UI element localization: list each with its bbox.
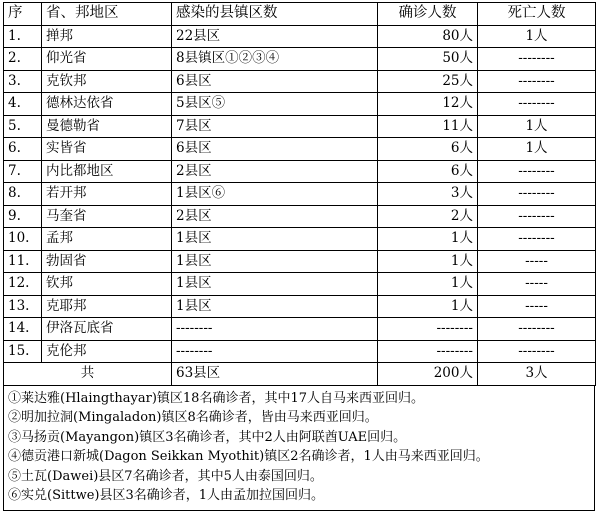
row-deaths: --------: [478, 340, 596, 363]
table-row: [4, 70, 596, 93]
table-total-row: [4, 363, 596, 386]
row-confirmed: 1人: [378, 250, 478, 273]
row-confirmed: --------: [378, 318, 478, 341]
footnote-line: ②明加拉洞(Mingaladon)镇区8名确诊者，皆由马来西亚回归。: [8, 408, 590, 428]
row-towns: 1县区: [172, 273, 378, 296]
header-confirmed: 确诊人数: [378, 3, 478, 26]
row-towns: 1县区: [172, 295, 378, 318]
row-deaths: --------: [478, 93, 596, 116]
table-row: [4, 295, 596, 318]
table-row: [4, 228, 596, 251]
row-index: 10.: [4, 228, 42, 251]
row-towns: 7县区: [172, 115, 378, 138]
row-deaths: --------: [478, 205, 596, 228]
footnote-line: ③马扬贡(Mayangon)镇区3名确诊者，其中2人由阿联酋UAE回归。: [8, 428, 590, 448]
row-region: 伊洛瓦底省: [42, 318, 172, 341]
row-deaths: --------: [478, 183, 596, 206]
row-confirmed: 80人: [378, 25, 478, 48]
footnote-line: ④德贡港口新城(Dagon Seikkan Myothit)镇区2名确诊者，1人由马来西亚回归。: [8, 447, 590, 467]
row-index: 12.: [4, 273, 42, 296]
table-row: [4, 25, 596, 48]
row-index: 11.: [4, 250, 42, 273]
row-index: 8.: [4, 183, 42, 206]
row-towns: 6县区: [172, 138, 378, 161]
row-index: 2.: [4, 48, 42, 71]
row-towns: 2县区: [172, 160, 378, 183]
row-deaths: 1人: [478, 25, 596, 48]
row-confirmed: 11人: [378, 115, 478, 138]
row-confirmed: 1人: [378, 273, 478, 296]
row-confirmed: 2人: [378, 205, 478, 228]
table-row: [4, 48, 596, 71]
row-deaths: -----: [478, 250, 596, 273]
row-region: 实皆省: [42, 138, 172, 161]
row-deaths: 1人: [478, 115, 596, 138]
table-row: [4, 250, 596, 273]
total-towns: 63县区: [172, 363, 378, 386]
row-confirmed: 25人: [378, 70, 478, 93]
row-deaths: --------: [478, 228, 596, 251]
covid-region-table: [3, 2, 595, 511]
row-index: 15.: [4, 340, 42, 363]
footnote-line: ⑥实兑(Sittwe)县区3名确诊者，1人由孟加拉国回归。: [8, 486, 590, 506]
table-row: [4, 93, 596, 116]
table-header-row: [4, 3, 596, 26]
row-confirmed: 1人: [378, 295, 478, 318]
row-index: 1.: [4, 25, 42, 48]
table-row: [4, 318, 596, 341]
row-confirmed: 50人: [378, 48, 478, 71]
footnotes: [3, 386, 595, 511]
table-row: [4, 205, 596, 228]
row-towns: 1县区: [172, 250, 378, 273]
row-region: 若开邦: [42, 183, 172, 206]
row-deaths: -----: [478, 295, 596, 318]
row-index: 14.: [4, 318, 42, 341]
row-deaths: 1人: [478, 138, 596, 161]
table-row: [4, 183, 596, 206]
table-row: [4, 160, 596, 183]
row-towns: 22县区: [172, 25, 378, 48]
row-confirmed: 1人: [378, 228, 478, 251]
total-label: 共: [4, 363, 172, 386]
row-confirmed: --------: [378, 340, 478, 363]
row-towns: 5县区⑤: [172, 93, 378, 116]
row-region: 克伦邦: [42, 340, 172, 363]
header-towns: 感染的县镇区数: [172, 3, 378, 26]
row-confirmed: 3人: [378, 183, 478, 206]
row-confirmed: 6人: [378, 160, 478, 183]
row-deaths: --------: [478, 160, 596, 183]
row-confirmed: 12人: [378, 93, 478, 116]
row-region: 克钦邦: [42, 70, 172, 93]
total-confirmed: 200人: [378, 363, 478, 386]
header-index: 序: [4, 3, 42, 26]
row-towns: --------: [172, 318, 378, 341]
footnote-line: ⑤土瓦(Dawei)县区7名确诊者，其中5人由泰国回归。: [8, 467, 590, 487]
row-region: 仰光省: [42, 48, 172, 71]
row-region: 钦邦: [42, 273, 172, 296]
row-towns: 6县区: [172, 70, 378, 93]
row-deaths: --------: [478, 48, 596, 71]
row-region: 克耶邦: [42, 295, 172, 318]
table-row: [4, 115, 596, 138]
row-index: 3.: [4, 70, 42, 93]
row-towns: 1县区⑥: [172, 183, 378, 206]
row-index: 9.: [4, 205, 42, 228]
row-region: 孟邦: [42, 228, 172, 251]
row-region: 马奎省: [42, 205, 172, 228]
cases-table: [3, 2, 596, 386]
header-region: 省、邦地区: [42, 3, 172, 26]
row-region: 掸邦: [42, 25, 172, 48]
row-towns: 8县镇区①②③④: [172, 48, 378, 71]
table-row: [4, 138, 596, 161]
row-confirmed: 6人: [378, 138, 478, 161]
row-region: 勃固省: [42, 250, 172, 273]
row-deaths: --------: [478, 70, 596, 93]
row-region: 曼德勒省: [42, 115, 172, 138]
row-region: 德林达依省: [42, 93, 172, 116]
row-index: 4.: [4, 93, 42, 116]
row-deaths: --------: [478, 318, 596, 341]
row-towns: 1县区: [172, 228, 378, 251]
table-row: [4, 273, 596, 296]
row-index: 13.: [4, 295, 42, 318]
row-region: 内比都地区: [42, 160, 172, 183]
row-index: 7.: [4, 160, 42, 183]
total-deaths: 3人: [478, 363, 596, 386]
row-towns: --------: [172, 340, 378, 363]
row-index: 5.: [4, 115, 42, 138]
header-deaths: 死亡人数: [478, 3, 596, 26]
row-towns: 2县区: [172, 205, 378, 228]
table-row: [4, 340, 596, 363]
row-deaths: -----: [478, 273, 596, 296]
footnote-line: ①莱达雅(Hlaingthayar)镇区18名确诊者，其中17人自马来西亚回归。: [8, 389, 590, 409]
row-index: 6.: [4, 138, 42, 161]
